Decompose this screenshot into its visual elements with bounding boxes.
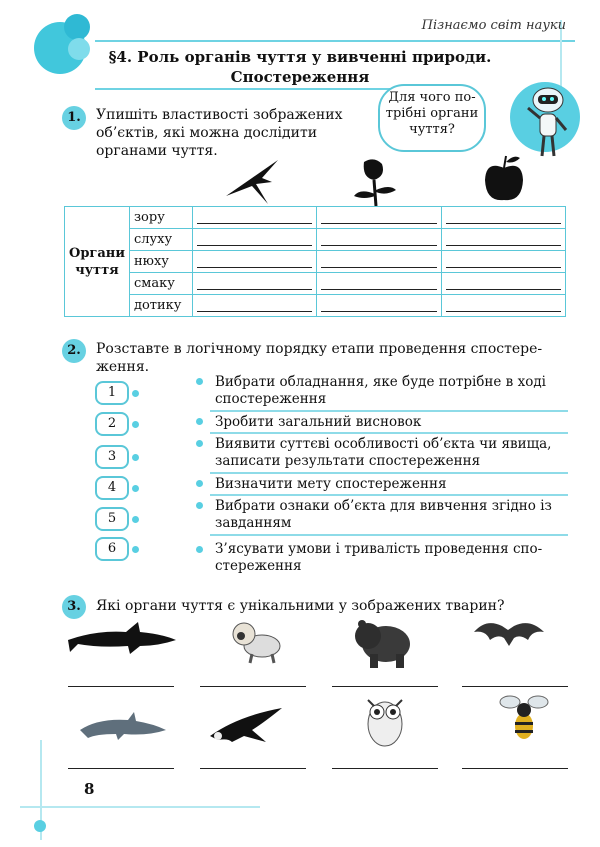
order-box[interactable]: 5 — [95, 507, 129, 531]
owl-icon — [360, 690, 410, 750]
shark-icon — [66, 620, 178, 656]
page-subtitle: Спостереження — [230, 68, 370, 86]
answer-cell[interactable] — [317, 207, 441, 229]
task-number: 1. — [62, 106, 86, 130]
rose-icon — [350, 156, 398, 208]
step-text-5a: Вибрати ознаки об’єкта для вивчення згідно із — [215, 498, 552, 514]
task3-text: Які органи чуття є унікальними у зображених тварин? — [96, 598, 505, 614]
connect-dot[interactable] — [132, 546, 139, 553]
answer-line[interactable] — [200, 768, 306, 769]
step-dot[interactable] — [196, 480, 203, 487]
step-dot[interactable] — [196, 378, 203, 385]
page-number: 8 — [84, 780, 95, 798]
step-text-4a: Визначити мету спостереження — [215, 476, 447, 492]
connect-dot[interactable] — [132, 421, 139, 428]
step-dot[interactable] — [196, 418, 203, 425]
group-label-1: Органи — [69, 245, 125, 261]
running-title: Пізнаємо світ науки — [421, 18, 566, 33]
title-rule — [95, 88, 425, 90]
swallow-icon — [222, 156, 282, 208]
step-text-6a: З’ясувати умови і тривалість проведення спо- — [215, 541, 543, 557]
order-box[interactable]: 3 — [95, 445, 129, 469]
task2-text-2: ження. — [96, 359, 150, 375]
step-text-3a: Виявити суттєві особливості об’єкта чи явища, — [215, 436, 552, 452]
bat-icon — [472, 616, 546, 652]
task-number: 2. — [62, 339, 86, 363]
step-text-1b: спостереження — [215, 391, 327, 407]
step-divider — [210, 494, 568, 496]
table-row — [65, 229, 566, 251]
answer-cell[interactable] — [441, 251, 565, 273]
order-box[interactable]: 2 — [95, 412, 129, 436]
connect-dot[interactable] — [132, 390, 139, 397]
task2-text-1: Розставте в логічному порядку етапи проведення спостере- — [96, 341, 543, 357]
order-box[interactable]: 1 — [95, 381, 129, 405]
bubble-text-1: Для чого по- — [388, 90, 476, 105]
answer-line[interactable] — [462, 686, 568, 687]
task1-text-3: органами чуття. — [96, 143, 218, 159]
answer-cell[interactable] — [317, 273, 441, 295]
answer-cell[interactable] — [192, 251, 316, 273]
sense-label: зору — [129, 207, 192, 229]
answer-cell[interactable] — [192, 229, 316, 251]
sense-label: дотику — [129, 295, 192, 317]
sense-label: слуху — [129, 229, 192, 251]
answer-cell[interactable] — [441, 295, 565, 317]
senses-table — [64, 206, 566, 317]
footer-rule — [20, 806, 260, 808]
apple-icon — [482, 154, 526, 204]
table-row — [65, 273, 566, 295]
step-text-6b: стереження — [215, 558, 302, 574]
answer-line[interactable] — [332, 768, 438, 769]
answer-cell[interactable] — [192, 207, 316, 229]
answer-line[interactable] — [462, 768, 568, 769]
step-divider — [210, 410, 568, 412]
group-label-2: чуття — [75, 262, 119, 278]
sense-label: смаку — [129, 273, 192, 295]
task1-text-1: Упишіть властивості зображених — [96, 107, 343, 123]
step-dot[interactable] — [196, 546, 203, 553]
bubble-text-2: трібні органи — [385, 106, 479, 121]
page-title: §4. Роль органів чуття у вивченні природи. — [108, 48, 492, 66]
answer-line[interactable] — [68, 686, 174, 687]
table-row — [65, 251, 566, 273]
order-box[interactable]: 6 — [95, 537, 129, 561]
answer-cell[interactable] — [441, 273, 565, 295]
answer-cell[interactable] — [192, 273, 316, 295]
answer-line[interactable] — [200, 686, 306, 687]
connect-dot[interactable] — [132, 454, 139, 461]
order-box[interactable]: 4 — [95, 476, 129, 500]
answer-cell[interactable] — [317, 251, 441, 273]
step-text-5b: завданням — [215, 515, 292, 531]
step-divider — [210, 534, 568, 536]
task1-text-2: об’єктів, які можна дослідити — [96, 125, 318, 141]
answer-cell[interactable] — [192, 295, 316, 317]
step-divider — [210, 432, 568, 434]
pug-icon — [230, 616, 284, 664]
robot-icon — [518, 84, 578, 168]
table-row — [65, 295, 566, 317]
connect-dot[interactable] — [132, 516, 139, 523]
step-dot[interactable] — [196, 440, 203, 447]
step-text-1a: Вибрати обладнання, яке буде потрібне в ході — [215, 374, 546, 390]
connect-dot[interactable] — [132, 485, 139, 492]
answer-line[interactable] — [332, 686, 438, 687]
table-row — [65, 207, 566, 229]
step-dot[interactable] — [196, 502, 203, 509]
answer-cell[interactable] — [317, 229, 441, 251]
answer-cell[interactable] — [441, 229, 565, 251]
task-number: 3. — [62, 595, 86, 619]
step-divider — [210, 472, 568, 474]
header-rule — [95, 40, 575, 42]
bubble-text-3: чуття? — [409, 122, 455, 137]
answer-cell[interactable] — [317, 295, 441, 317]
decor-blob — [64, 14, 90, 40]
answer-cell[interactable] — [441, 207, 565, 229]
bear-icon — [352, 614, 412, 670]
decor-dot — [34, 820, 46, 832]
thought-bubble — [378, 84, 486, 152]
table-group-label — [65, 207, 130, 317]
sense-label: нюху — [129, 251, 192, 273]
step-text-2a: Зробити загальний висновок — [215, 414, 422, 430]
wasp-icon — [498, 690, 552, 746]
step-text-3b: записати результати спостереження — [215, 453, 481, 469]
answer-line[interactable] — [68, 768, 174, 769]
eagle-icon — [208, 706, 286, 746]
dolphin-icon — [78, 708, 168, 744]
